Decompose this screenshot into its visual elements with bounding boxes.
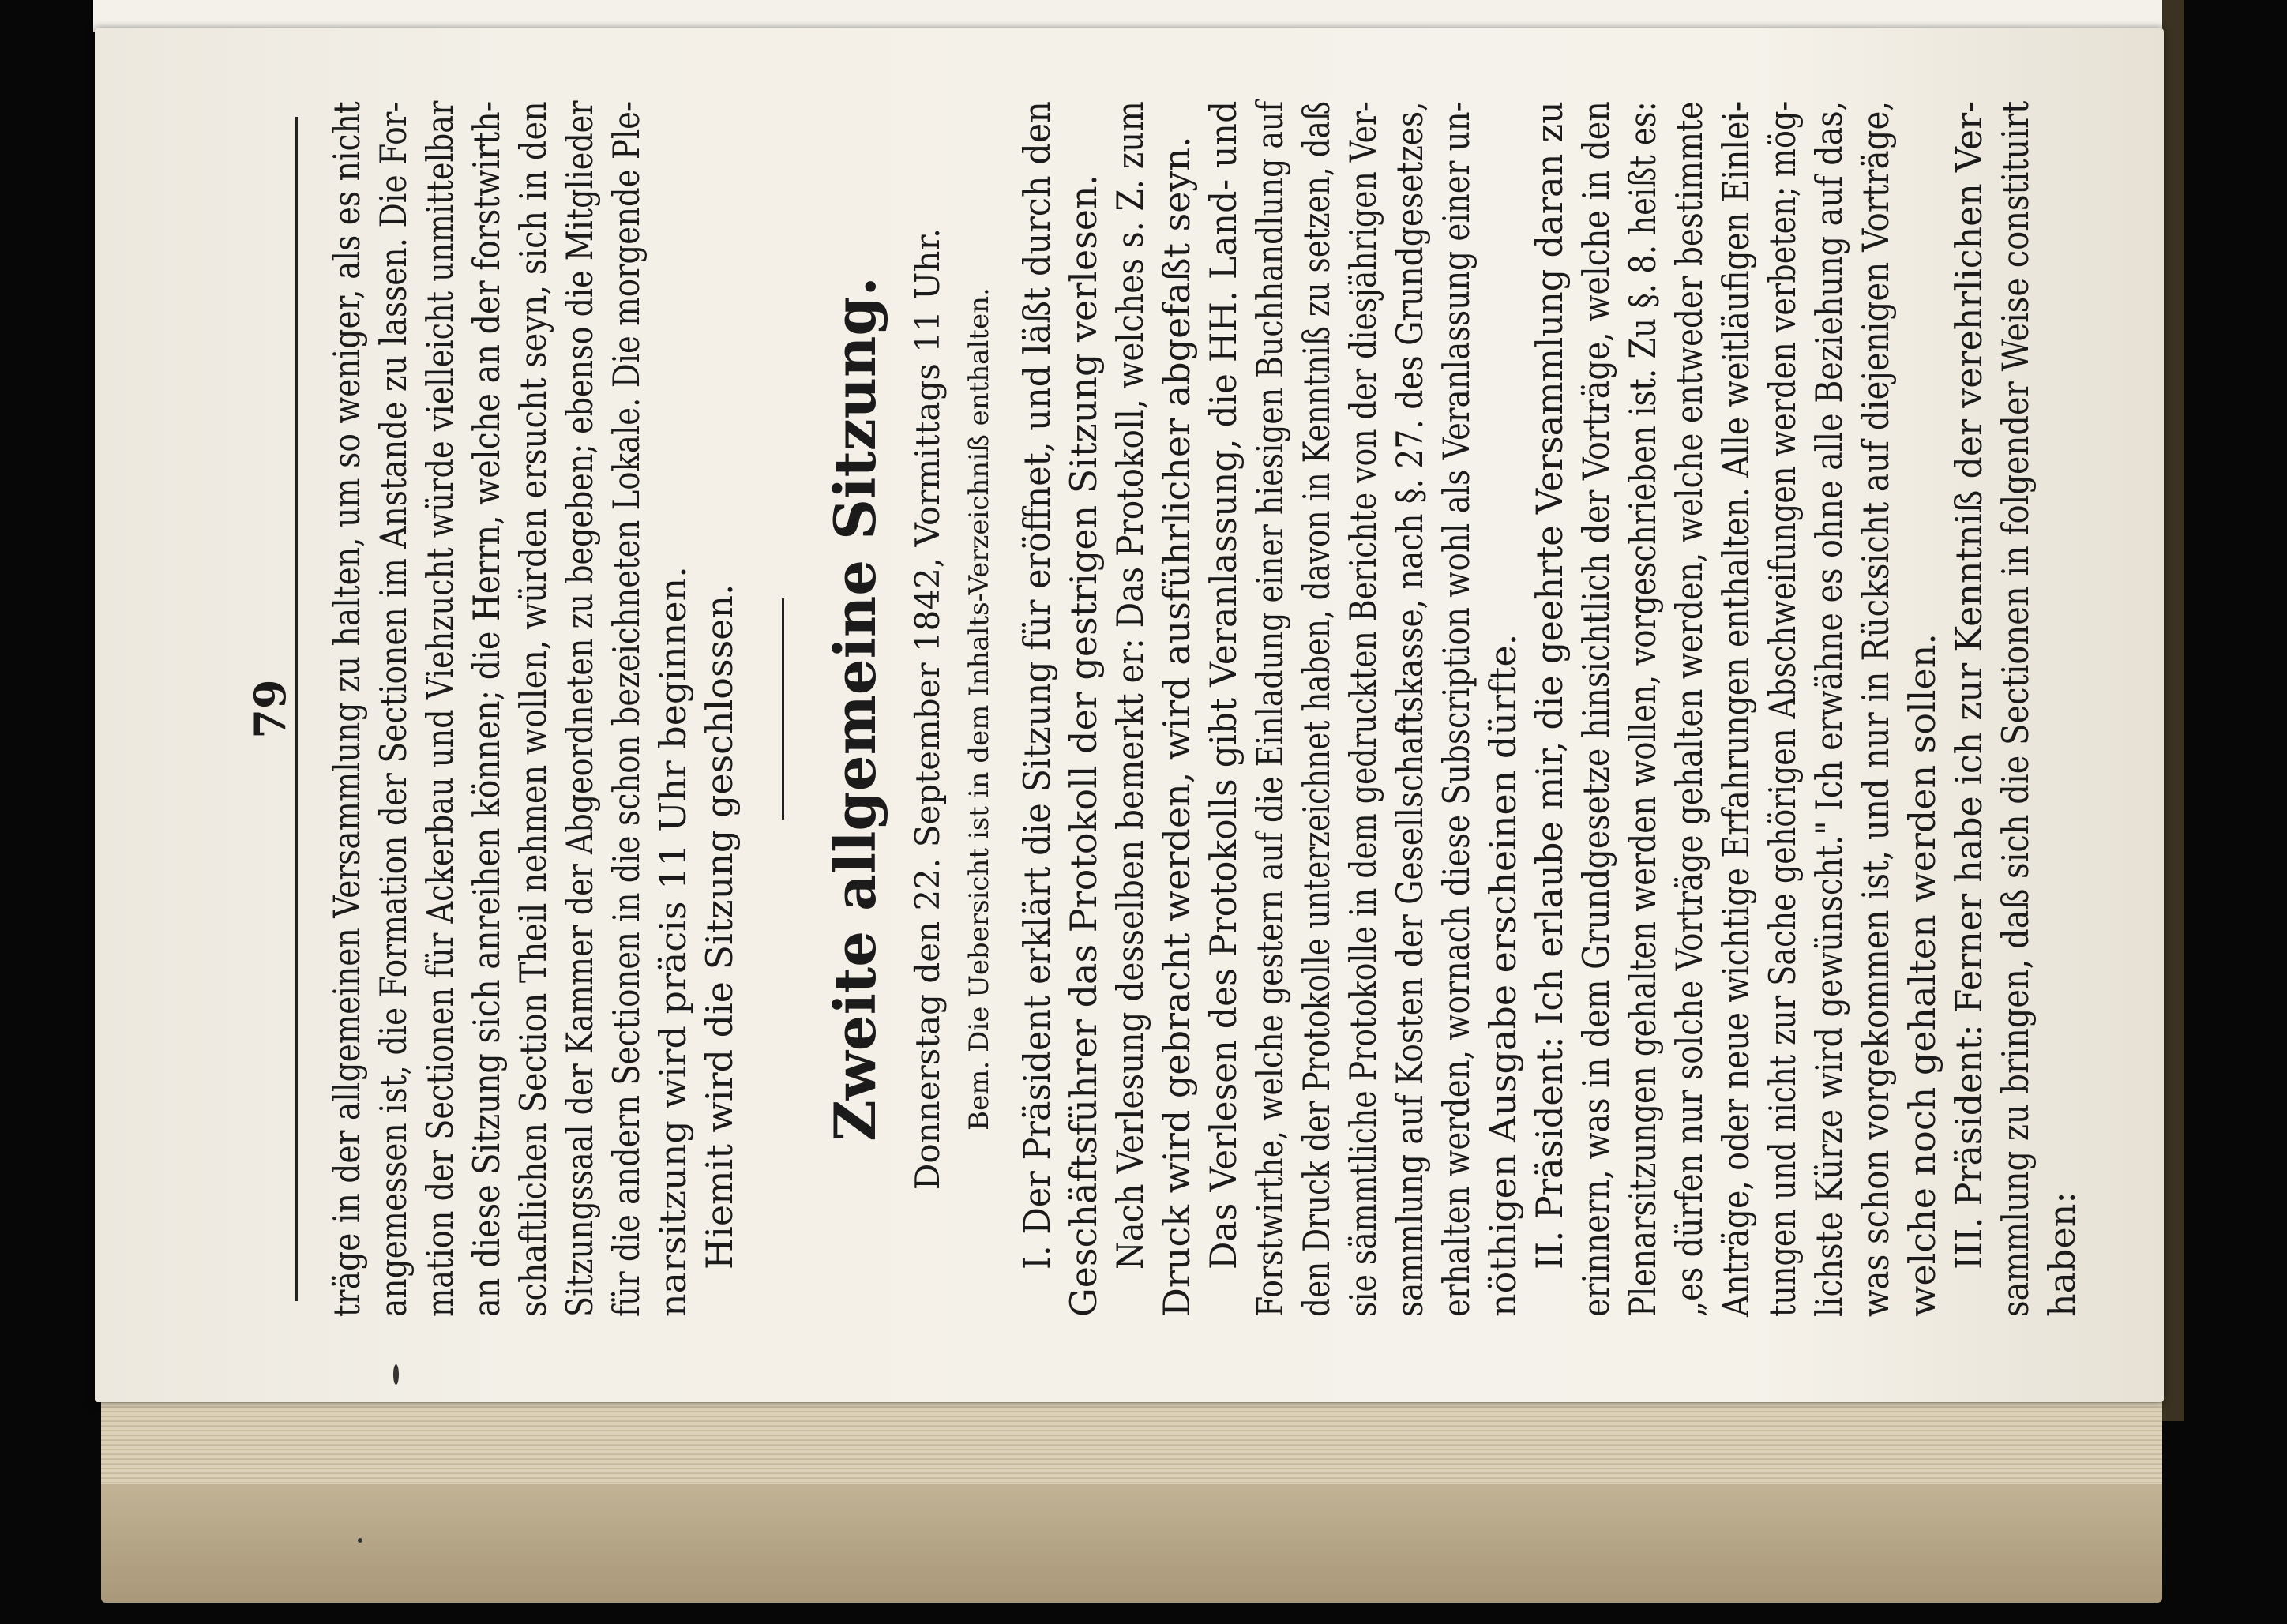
text-line: sammlung auf Kosten der Gesellschaftskasse, nach §. 27. des Grundgesetzes,: [1388, 101, 1431, 1317]
text-line: erinnern, was in dem Grundgesetze hinsichtlich der Vorträge, welche in den: [1575, 101, 1617, 1317]
page-number: 79: [245, 679, 295, 739]
text-line: Forstwirthe, welche gestern auf die Einladung einer hiesigen Buchhandlung auf: [1249, 100, 1291, 1317]
text-line: was schon vorgekommen ist, und nur in Rücksicht auf diejenigen Vorträge,: [1854, 100, 1897, 1317]
text-line: an diese Sitzung sich anreihen können; die Herrn, welche an der forstwirth-: [465, 100, 508, 1317]
text-line: schaftlichen Section Theil nehmen wollen, würden ersucht seyn, sich in den: [512, 101, 554, 1317]
text-line: Sitzungssaal der Kammer der Abgeordneten zu begeben; ebenso die Mitglieder: [558, 100, 601, 1317]
text-line: sie sämmtliche Protokolle in dem gedruckten Berichte von der diesjährigen Ver-: [1342, 101, 1384, 1317]
text-line: Das Verlesen des Protokolls gibt Veranlassung, die HH. Land- und: [1202, 100, 1245, 1270]
text-line: den Druck der Protokolle unterzeichnet haben, davon in Kenntniß zu setzen, daß: [1295, 101, 1338, 1317]
text-line: angemessen ist, die Formation der Sectionen im Anstande zu lassen. Die For-: [372, 101, 415, 1317]
dateline: Donnerstag den 22. September 1842, Vormittags 11 Uhr.: [908, 227, 947, 1191]
text-line: Plenarsitzungen gehalten werden wollen, vorgeschrieben ist. Zu §. 8. heißt es:: [1621, 101, 1664, 1317]
page-text-rotated: [245, 101, 2180, 1317]
text-line: narsitzung wird präcis 11 Uhr beginnen.: [652, 566, 694, 1317]
note: Bem. Die Uebersicht ist in dem Inhalts-Verzeichniß enthalten.: [963, 287, 995, 1131]
text-line: „es dürfen nur solche Vorträge gehalten werden, welche entweder bestimmte: [1668, 101, 1711, 1317]
text-line: träge in der allgemeinen Versammlung zu halten, um so weniger, als es nicht: [325, 101, 368, 1317]
text-line: welche noch gehalten werden sollen.: [1901, 633, 1943, 1317]
section-title: Zweite allgemeine Sitzung.: [821, 276, 888, 1142]
text-line: Hiemit wird die Sitzung geschlossen.: [698, 583, 741, 1270]
text-line: Geschäftsführer das Protokoll der gestrigen Sitzung verlesen.: [1062, 174, 1105, 1317]
text-line: lichste Kürze wird gewünscht." Ich erwähne es ohne alle Beziehung auf das,: [1808, 100, 1850, 1317]
text-line: haben:: [2041, 1191, 2083, 1317]
dust-mark: [393, 1364, 399, 1385]
text-line: für die andern Sectionen in die schon bezeichneten Lokale. Die morgende Ple-: [605, 100, 648, 1317]
text-line: III. Präsident: Ferner habe ich zur Kenntniß der verehrlichen Ver-: [1947, 100, 1990, 1270]
text-line: erhalten werden, wornach diese Subscription wohl als Veranlassung einer un-: [1435, 101, 1478, 1317]
text-line: Anträge, oder neue wichtige Erfahrungen enthalten. Alle weitläufigen Einlei-: [1714, 100, 1757, 1317]
text-line: Nach Verlesung desselben bemerkt er: Das Protokoll, welches s. Z. zum: [1109, 101, 1151, 1270]
text-line: tungen und nicht zur Sache gehörigen Abschweifungen werden verbeten; mög-: [1761, 100, 1804, 1317]
previous-page-edge: [93, 0, 2178, 32]
text-line: II. Präsident: Ich erlaube mir, die geehrte Versammlung daran zu: [1528, 101, 1571, 1270]
header-rule: [295, 117, 298, 1301]
page-edges: [101, 1390, 2162, 1484]
text-line: I. Der Präsident erklärt die Sitzung für eröffnet, und läßt durch den: [1016, 101, 1058, 1270]
section-rule: [782, 598, 784, 820]
text-line: sammlung zu bringen, daß sich die Sectionen in folgender Weise constituirt: [1994, 100, 2037, 1317]
text-line: mation der Sectionen für Ackerbau und Viehzucht würde vielleicht unmittelbar: [419, 100, 461, 1317]
text-line: nöthigen Ausgabe erscheinen dürfte.: [1481, 633, 1524, 1317]
text-line: Druck wird gebracht werden, wird ausführlicher abgefaßt seyn.: [1155, 136, 1198, 1317]
dust-mark: [358, 1538, 362, 1543]
